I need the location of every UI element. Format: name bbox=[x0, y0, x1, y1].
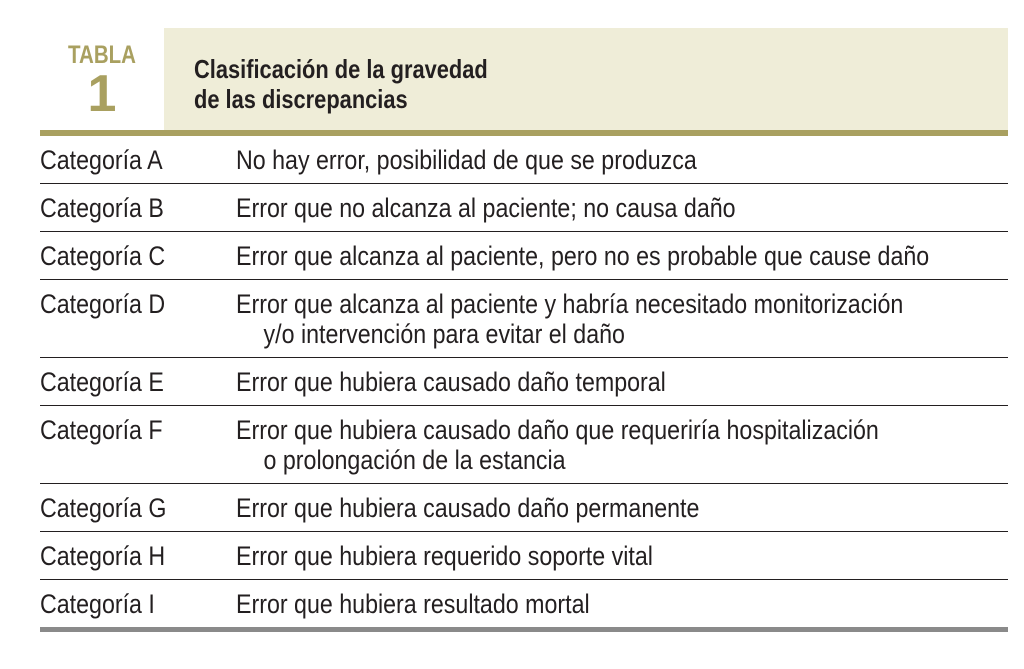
category-cell: Categoría C bbox=[40, 241, 166, 271]
description-line: Error que hubiera causado daño temporal bbox=[236, 367, 666, 397]
table-header bbox=[40, 28, 1008, 130]
description-line: No hay error, posibilidad de que se produzca bbox=[236, 145, 697, 175]
category-cell: Categoría I bbox=[40, 589, 155, 619]
table-title-line-2: de las discrepancias bbox=[194, 84, 408, 114]
table-row bbox=[40, 532, 1008, 580]
table-body bbox=[40, 136, 1008, 632]
table-row bbox=[40, 580, 1008, 632]
category-cell: Categoría D bbox=[40, 289, 166, 319]
severity-table bbox=[40, 28, 1008, 632]
description-cell bbox=[236, 145, 697, 175]
table-row bbox=[40, 406, 1008, 484]
category-cell: Categoría A bbox=[40, 145, 163, 175]
table-row bbox=[40, 358, 1008, 406]
description-continuation: y/o intervención para evitar el daño bbox=[263, 319, 625, 349]
table-row bbox=[40, 136, 1008, 184]
description-line: Error que hubiera causado daño que requeriría hospitalización bbox=[236, 415, 879, 445]
table-title bbox=[194, 54, 488, 114]
description-line: Error que hubiera resultado mortal bbox=[236, 589, 590, 619]
table-row bbox=[40, 184, 1008, 232]
category-cell: Categoría H bbox=[40, 541, 166, 571]
description-line: Error que no alcanza al paciente; no causa daño bbox=[236, 193, 736, 223]
description-cell bbox=[236, 493, 699, 523]
table-row bbox=[40, 232, 1008, 280]
description-continuation: o prolongación de la estancia bbox=[263, 445, 566, 475]
description-cell bbox=[236, 367, 666, 397]
description-cell bbox=[236, 415, 879, 475]
category-cell: Categoría G bbox=[40, 493, 167, 523]
table-title-line-1: Clasificación de la gravedad bbox=[194, 54, 488, 84]
category-cell: Categoría E bbox=[40, 367, 164, 397]
table-row bbox=[40, 484, 1008, 532]
table-label-number: 1 bbox=[87, 65, 117, 123]
description-cell bbox=[236, 289, 903, 349]
description-cell bbox=[236, 193, 736, 223]
description-cell bbox=[236, 241, 929, 271]
description-line: Error que hubiera causado daño permanente bbox=[236, 493, 700, 523]
description-cell bbox=[236, 589, 590, 619]
description-cell bbox=[236, 541, 653, 571]
description-line: Error que alcanza al paciente, pero no es probable que cause daño bbox=[236, 241, 930, 271]
table-row bbox=[40, 280, 1008, 358]
description-line: Error que hubiera requerido soporte vital bbox=[236, 541, 653, 571]
table-title-box bbox=[164, 28, 1008, 130]
table-label-word: TABLA bbox=[68, 41, 136, 69]
category-cell: Categoría B bbox=[40, 193, 164, 223]
description-line: Error que alcanza al paciente y habría necesitado monitorización bbox=[236, 289, 904, 319]
table-label bbox=[40, 28, 164, 130]
category-cell: Categoría F bbox=[40, 415, 163, 445]
